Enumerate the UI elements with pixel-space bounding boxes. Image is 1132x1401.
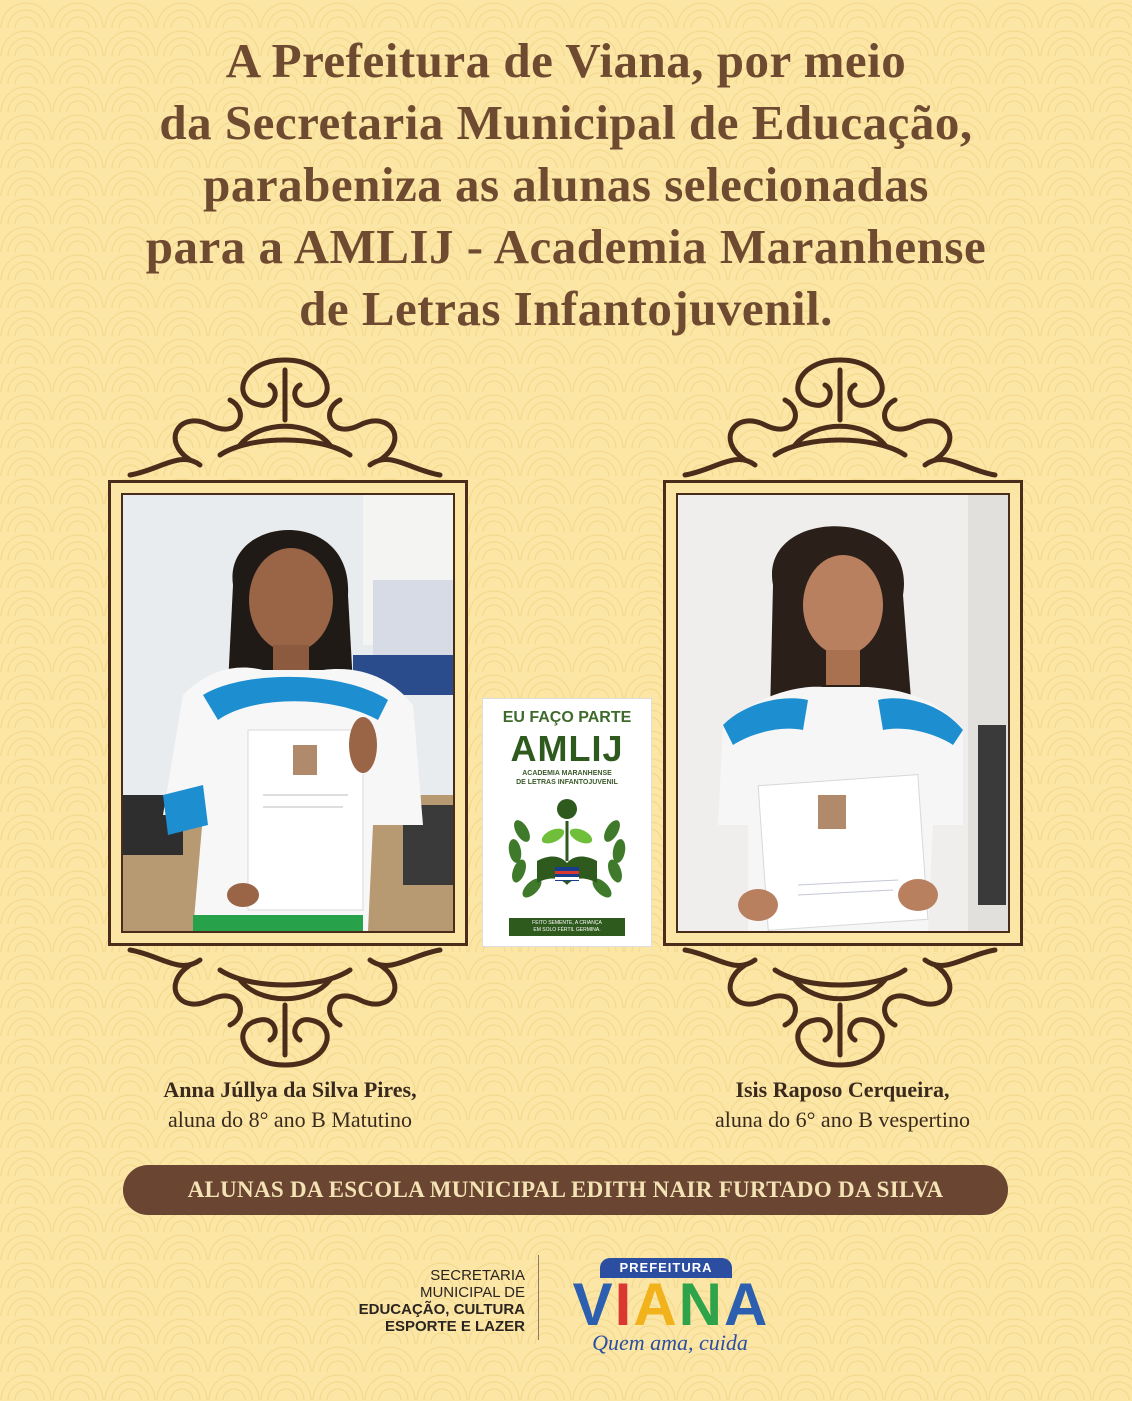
secretaria-line: ESPORTE E LAZER [384,1318,525,1335]
logo-letter: A [633,1271,679,1338]
ornament-top-icon [100,350,470,480]
student-photo-1 [123,495,453,931]
badge-subtitle-line: ACADEMIA MARANHENSE [522,770,612,777]
logo-letter: V [572,1271,615,1338]
student-caption-2 [640,1075,1045,1135]
logo-slogan: Quem ama, cuida [592,1330,748,1355]
divider [538,1255,539,1340]
headline-line: A Prefeitura de Viana, por meio [225,33,907,88]
logo-letter: I [614,1271,634,1338]
student-detail: aluna do 8° ano B Matutino [167,1107,413,1132]
secretaria-line: EDUCAÇÃO, CULTURA [358,1301,525,1318]
badge-top-text: EU FAÇO PARTE [502,709,632,726]
badge-motto-line: FEITO SEMENTE, A CRIANÇA [532,920,602,926]
logo-letter: N [678,1271,725,1338]
viana-logo [552,1252,788,1362]
left-frame [100,350,470,1075]
ornament-top-icon [655,350,1025,480]
ornament-bottom-icon [100,945,470,1075]
student-name: Isis Raposo Cerqueira, [735,1077,950,1102]
logo-prefeitura: PREFEITURA [600,1258,732,1278]
headline-line: para a AMLIJ - Academia Maranhense [145,219,987,274]
badge-subtitle [483,769,651,787]
headline [40,30,1092,340]
right-frame [655,350,1025,1075]
ornament-bottom-icon [655,945,1025,1075]
student-caption-1 [90,1075,490,1135]
amlij-badge [482,698,652,947]
student-photo-2 [678,495,1008,931]
secretaria-line: MUNICIPAL DE [419,1284,525,1301]
secretaria-block [320,1267,525,1335]
logo-wordmark [556,1271,786,1338]
secretaria-line: SECRETARIA [430,1267,525,1284]
headline-line: parabeniza as alunas selecionadas [203,157,929,212]
school-banner: ALUNAS DA ESCOLA MUNICIPAL EDITH NAIR FURTADO DA SILVA [123,1165,1008,1215]
badge-motto-line: EM SOLO FÉRTIL GERMINA. [533,927,601,933]
headline-line: de Letras Infantojuvenil. [299,281,833,336]
badge-motto [509,918,625,936]
logo-letter: A [724,1271,770,1338]
badge-title: AMLIJ [510,728,624,769]
student-name: Anna Júllya da Silva Pires, [163,1077,417,1102]
headline-line: da Secretaria Municipal de Educação, [159,95,973,150]
student-detail: aluna do 6° ano B vespertino [714,1107,971,1132]
laurel-book-icon [497,791,637,911]
badge-subtitle-line: DE LETRAS INFANTOJUVENIL [516,779,618,786]
